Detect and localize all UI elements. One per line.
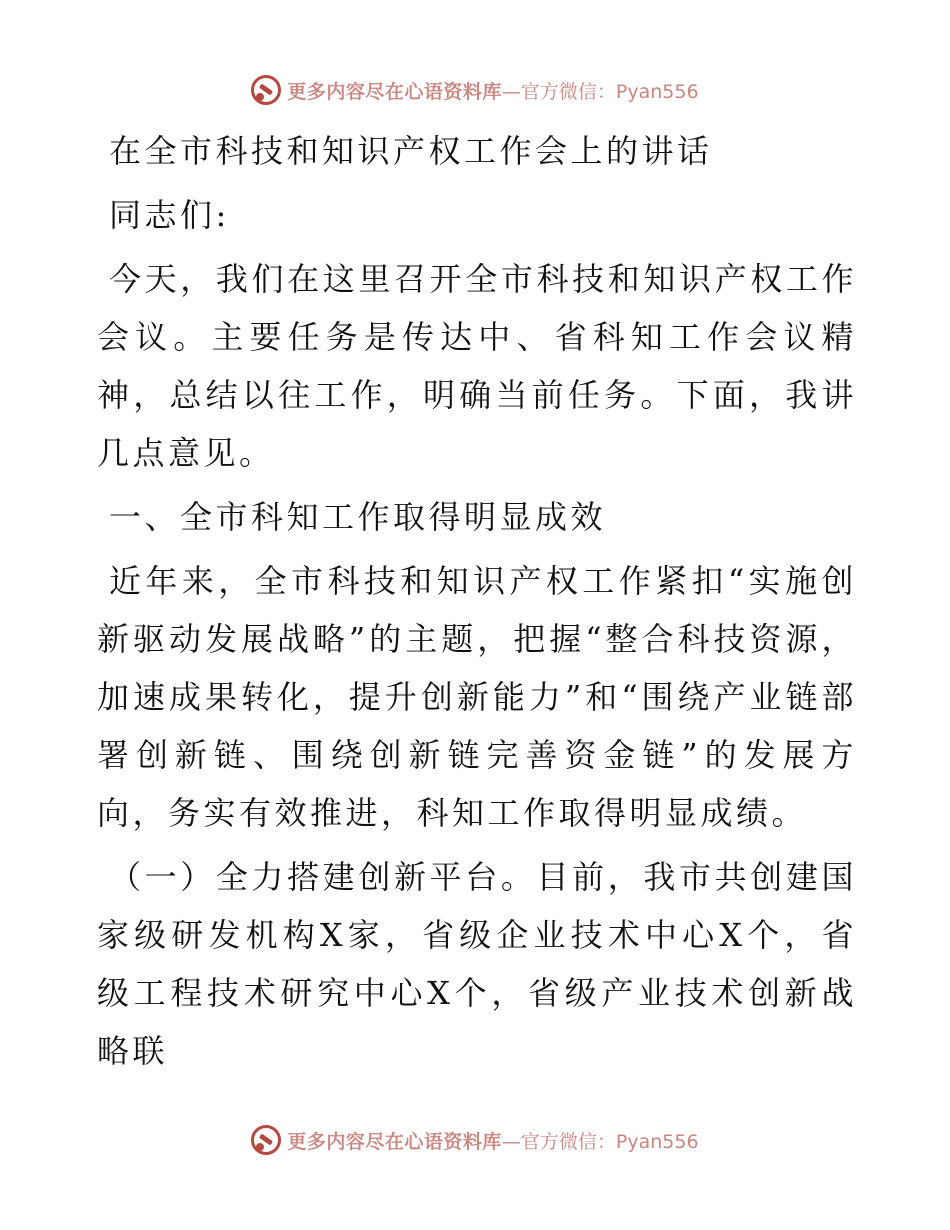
pen-nib-logo-icon: [251, 75, 281, 105]
paragraph-achievements: 近年来，全市科技和知识产权工作紧扣“实施创新驱动发展战略”的主题，把握“整合科技资源，加速成果转化，提升创新能力”和“围绕产业链部署创新链、围绕创新链完善资金链”的发展方向，务实有效推进，科知工作取得明显成绩。: [97, 562, 857, 832]
banner-contact: —官方微信：Pyan556: [501, 1130, 699, 1153]
pen-nib-logo-icon: [251, 1125, 281, 1155]
footer-banner: [0, 1120, 950, 1160]
banner-text: 更多内容尽在心语资料库: [287, 1130, 502, 1153]
document-body: [97, 122, 857, 1086]
document-title: 在全市科技和知识产权工作会上的讲话: [109, 132, 713, 170]
greeting: 同志们:: [109, 196, 230, 234]
banner-contact: —官方微信：Pyan556: [501, 80, 699, 103]
paragraph-intro: 今天，我们在这里召开全市科技和知识产权工作会议。主要任务是传达中、省科知工作会议精神，总结以往工作，明确当前任务。下面，我讲几点意见。: [97, 260, 857, 472]
paragraph-platforms: （一）全力搭建创新平台。目前，我市共创建国家级研发机构X家，省级企业技术中心X个，省级工程技术研究中心X个，省级产业技术创新战略联: [97, 858, 857, 1070]
section-heading-1: 一、全市科知工作取得明显成效: [109, 498, 607, 536]
header-banner: [0, 70, 950, 110]
banner-text: 更多内容尽在心语资料库: [287, 80, 502, 103]
